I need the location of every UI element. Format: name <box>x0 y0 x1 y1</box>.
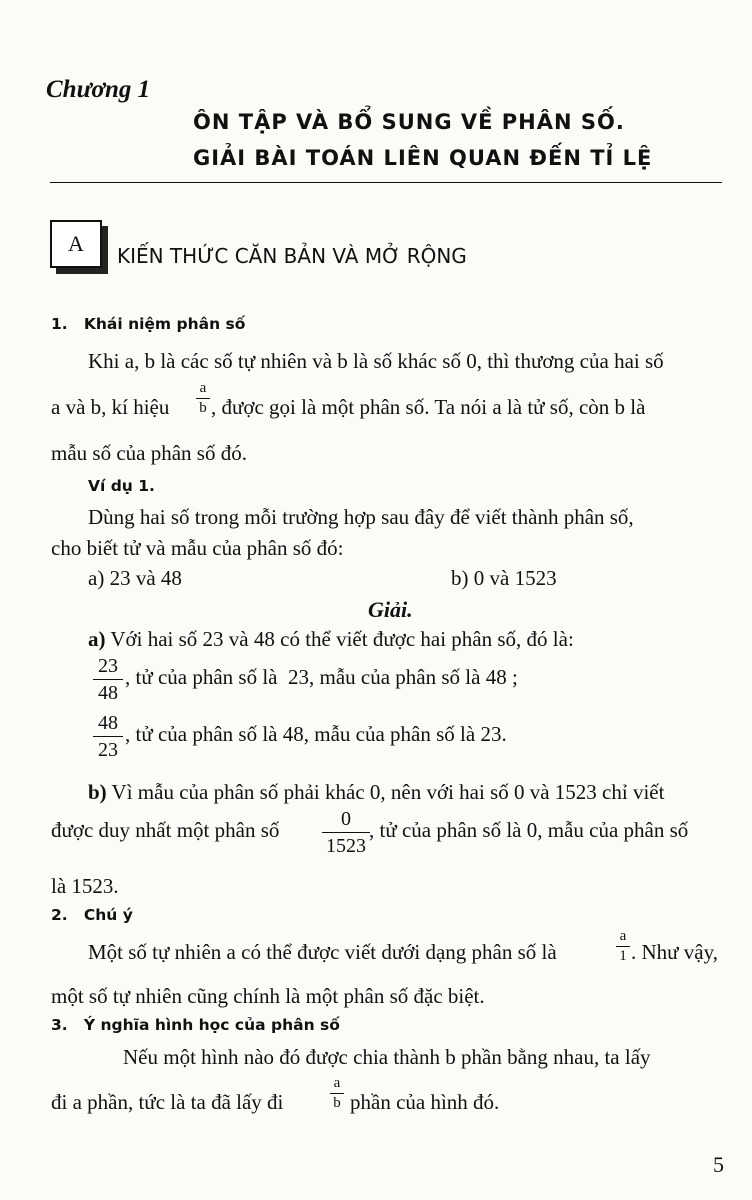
part1-line2a: a và b, kí hiệu <box>51 395 170 419</box>
fraction-denominator: 1 <box>619 948 627 964</box>
solution-b-line2b: , tử của phân số là 0, mẫu của phân số <box>369 818 689 842</box>
fraction-denominator: b <box>199 400 207 416</box>
fraction-numerator: a <box>199 380 207 396</box>
fraction-numerator: a <box>619 928 627 944</box>
solution-a-text: Với hai số 23 và 48 có thể viết được hai phân số, đó là: <box>105 627 574 651</box>
part3-line2b: phần của hình đó. <box>350 1090 500 1114</box>
fraction-numerator: 48 <box>98 712 118 734</box>
part1-heading: 1. Khái niệm phân số <box>51 315 246 333</box>
part3-line1: Nếu một hình nào đó được chia thành b phần bằng nhau, ta lấy <box>123 1045 651 1069</box>
part3-heading: 3. Ý nghĩa hình học của phân số <box>51 1016 340 1034</box>
solution-f1-text: , tử của phân số là 23, mẫu của phân số là 48 ; <box>125 665 518 689</box>
section-letter: A <box>68 231 84 256</box>
fraction-a-over-1 <box>616 928 630 965</box>
chapter-title-line2: GIẢI BÀI TOÁN LIÊN QUAN ĐẾN TỈ LỆ <box>193 146 653 170</box>
fraction-bar <box>322 832 370 833</box>
fraction-denominator: b <box>333 1095 341 1111</box>
part2-line1a: Một số tự nhiên a có thể được viết dưới dạng phân số là <box>88 940 557 964</box>
chapter-label: Chương 1 <box>46 76 151 103</box>
fraction-bar <box>330 1093 344 1094</box>
solution-b-label: b) <box>88 780 107 804</box>
chapter-title-line1: ÔN TẬP VÀ BỔ SUNG VỀ PHÂN SỐ. <box>193 110 625 134</box>
solution-a-line <box>88 627 574 652</box>
fraction-bar <box>196 398 210 399</box>
fraction-bar <box>616 946 630 947</box>
example1-option-b: b) 0 và 1523 <box>451 566 557 590</box>
fraction-denominator: 1523 <box>326 835 366 857</box>
page-number: 5 <box>713 1152 724 1177</box>
example1-line2: cho biết tử và mẫu của phân số đó: <box>51 536 344 560</box>
part3-line2a: đi a phần, tức là ta đã lấy đi <box>51 1090 284 1114</box>
example1-heading: Ví dụ 1. <box>88 477 155 495</box>
example1-option-a: a) 23 và 48 <box>88 566 182 590</box>
fraction-bar <box>93 679 123 680</box>
fraction-a-over-b-geometry <box>330 1075 344 1112</box>
fraction-numerator: a <box>333 1075 341 1091</box>
section-letter-box <box>50 220 102 268</box>
part1-line1: Khi a, b là các số tự nhiên và b là số khác số 0, thì thương của hai số <box>88 349 664 373</box>
section-title: KIẾN THỨC CĂN BẢN VÀ MỞ RỘNG <box>117 244 467 268</box>
fraction-numerator: 0 <box>341 808 351 830</box>
chapter-divider <box>50 182 722 183</box>
solution-b-line2a: được duy nhất một phân số <box>51 818 280 842</box>
solution-b-line3: là 1523. <box>51 874 119 898</box>
part1-line2b: , được gọi là một phân số. Ta nói a là tử số, còn b là <box>211 395 646 419</box>
fraction-0-over-1523 <box>322 807 370 858</box>
part2-line2: một số tự nhiên cũng chính là một phân số đặc biệt. <box>51 984 485 1008</box>
part2-line1b: . Như vậy, <box>631 940 719 964</box>
part2-heading: 2. Chú ý <box>51 906 133 924</box>
solution-a-label: a) <box>88 627 106 651</box>
solution-heading: Giải. <box>368 597 413 622</box>
fraction-numerator: 23 <box>98 655 118 677</box>
fraction-denominator: 23 <box>98 739 118 761</box>
fraction-bar <box>93 736 123 737</box>
solution-f2-text: , tử của phân số là 48, mẫu của phân số là 23. <box>125 722 507 746</box>
solution-b-text: Vì mẫu của phân số phải khác 0, nên với hai số 0 và 1523 chỉ viết <box>106 780 665 804</box>
fraction-48-over-23 <box>93 711 123 762</box>
solution-b-line <box>88 780 664 805</box>
example1-line1: Dùng hai số trong mỗi trường hợp sau đây để viết thành phân số, <box>88 505 634 529</box>
fraction-denominator: 48 <box>98 682 118 704</box>
part1-line3: mẫu số của phân số đó. <box>51 441 247 465</box>
fraction-23-over-48 <box>93 654 123 705</box>
fraction-a-over-b <box>196 380 210 417</box>
